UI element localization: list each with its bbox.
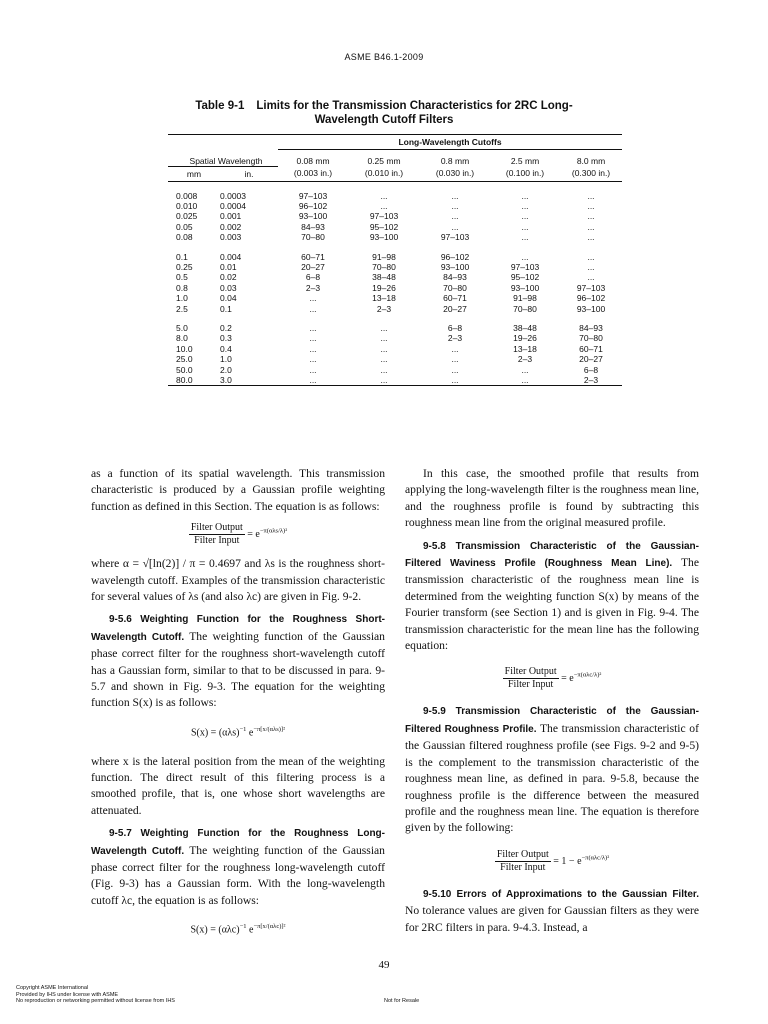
cell-mm: 0.25 [176, 261, 193, 272]
cell-limit: 70–80 [513, 303, 537, 314]
cell-limit: ... [587, 221, 595, 232]
cell-limit: ... [587, 200, 595, 211]
table-group-spacer [168, 314, 622, 323]
cell-limit: 91–98 [372, 251, 396, 262]
cell-limit: 97–103 [440, 232, 470, 243]
cell-limit: 96–102 [298, 200, 328, 211]
cell-limit: 97–103 [298, 190, 328, 201]
table-row [168, 304, 622, 314]
cell-limit: ... [380, 354, 388, 365]
cell-limit: 2–3 [447, 333, 463, 344]
cell-mm: 0.008 [176, 190, 198, 201]
equation-exponent: −π[x/(αλc)]² [253, 923, 286, 931]
cell-limit: ... [490, 375, 560, 386]
paragraph: The transmission characteristic of the roughness mean line is determined from the weighting function S(x) by means of the Fourier transform (see Section 1) and is given in Fig. 9-4. The transmission characteristic for the mean line has the following equation: [405, 556, 699, 653]
cell-limit: ... [309, 322, 317, 333]
cell-limit: ... [587, 190, 595, 201]
cell-limit: ... [451, 200, 459, 211]
limits-table [168, 134, 622, 386]
cell-limit: ... [380, 333, 388, 344]
table-group-spacer [168, 181, 622, 191]
cell-limit: ... [451, 364, 459, 375]
right-column [405, 466, 699, 936]
cutoff-mm-header: 0.25 mm [367, 156, 401, 166]
cell-limit: ... [521, 221, 529, 232]
cutoff-mm-header: 0.08 mm [296, 156, 330, 166]
cell-mm: 1.0 [176, 293, 188, 304]
unit-in-header: in. [220, 166, 278, 181]
cell-limit: ... [380, 190, 388, 201]
equation-rhs: = e [247, 529, 260, 541]
table-row [168, 191, 622, 201]
cell-limit: ... [521, 251, 529, 262]
table-title-line1: Limits for the Transmission Characteristics for 2RC Long- [256, 100, 573, 112]
cell-limit: 20–27 [301, 261, 325, 272]
cell-limit: 93–100 [440, 261, 470, 272]
cell-limit: ... [587, 232, 595, 243]
fraction-denominator: Filter Input [194, 535, 240, 547]
cutoff-in-header: (0.300 in.) [560, 166, 622, 181]
cell-limit: 19–26 [372, 282, 396, 293]
cell-limit: ... [521, 211, 529, 222]
paragraph: where α = √[ln(2)] / π = 0.4697 and λs is the roughness short-wavelength cutoff. Examples of the transmission characteristic for several values of λs (and also λc) are given in Fig. 9-2. [91, 557, 385, 604]
not-for-resale: Not for Resale [384, 998, 420, 1004]
cell-limit: 20–27 [579, 354, 603, 365]
cell-in: 0.03 [220, 282, 237, 293]
cell-limit: ... [309, 303, 317, 314]
cell-limit: ... [451, 211, 459, 222]
equation-power: −1 [239, 725, 247, 733]
long-wavelength-cutoffs-header: Long-Wavelength Cutoffs [278, 135, 622, 150]
equation-lhs: S(x) = (αλc) [190, 924, 240, 936]
cell-mm: 80.0 [168, 375, 220, 386]
cell-in: 0.04 [220, 293, 237, 304]
cell-mm: 25.0 [176, 354, 193, 365]
cell-limit: 70–80 [301, 232, 325, 243]
table-group-spacer [168, 243, 622, 252]
cell-limit: 95–102 [510, 272, 540, 283]
cell-limit: 84–93 [579, 322, 603, 333]
table-row [168, 344, 622, 354]
cell-limit: ... [380, 364, 388, 375]
copyright-line: Copyright ASME International [16, 985, 89, 991]
cell-limit: ... [451, 343, 459, 354]
table-row [168, 262, 622, 272]
cell-limit: 84–93 [301, 221, 325, 232]
table-row [168, 293, 622, 303]
spacer-cell [168, 181, 622, 191]
cell-mm: 0.08 [176, 232, 193, 243]
spacer-cell [168, 243, 622, 252]
cell-limit: 6–8 [583, 364, 599, 375]
running-header: ASME B46.1-2009 [344, 52, 424, 62]
fraction-numerator: Filter Output [496, 848, 549, 860]
cell-limit: ... [309, 364, 317, 375]
table-row [168, 272, 622, 282]
section-heading-9-5-8: 9-5.8 Transmission Characteristic of the Gaussian-Filtered Waviness Profile (Roughness Mean Line). [405, 540, 699, 570]
table-body [168, 181, 622, 386]
cell-mm: 0.8 [176, 282, 188, 293]
cell-limit: ... [521, 232, 529, 243]
cell-limit: 96–102 [576, 293, 606, 304]
cell-mm: 5.0 [176, 322, 188, 333]
equation [91, 919, 385, 939]
cell-limit: 70–80 [372, 261, 396, 272]
equation [91, 722, 385, 742]
cell-limit: ... [587, 272, 595, 283]
equation-lhs: S(x) = (αλs) [190, 727, 240, 739]
unit-mm-header: mm [168, 166, 220, 181]
cell-limit: 91–98 [513, 293, 537, 304]
cell-limit: ... [587, 251, 595, 262]
paragraph: The transmission characteristic of the Gaussian filtered roughness profile (see Figs. 9-2 and 9-5) is the complement to the transmission characteristic of the roughness mean line, as defined in para. 9-5.8, because the roughness profile is the difference between the measured profile and the roughness mean line. The equation is therefore given by the following: [405, 721, 699, 835]
cell-limit: ... [309, 293, 317, 304]
cutoff-in-header: (0.100 in.) [490, 166, 560, 181]
cell-limit: 6–8 [305, 272, 321, 283]
cell-limit: 13–18 [513, 343, 537, 354]
cell-mm: 50.0 [176, 364, 193, 375]
cell-in: 0.0003 [220, 190, 246, 201]
cell-limit: 93–100 [510, 282, 540, 293]
cell-in: 0.2 [220, 322, 232, 333]
equation-exponent: −π(αλc/λ)² [573, 671, 602, 679]
cell-limit: 95–102 [369, 221, 399, 232]
fraction-numerator: Filter Output [190, 522, 243, 534]
cell-in: 0.02 [220, 272, 237, 283]
section-heading-9-5-10: 9-5.10 Errors of Approximations to the Gaussian Filter. [423, 888, 699, 900]
table-row [168, 365, 622, 375]
cell-limit: 2–3 [305, 282, 321, 293]
cell-in: 0.003 [220, 232, 242, 243]
equation [405, 849, 699, 874]
cell-limit: ... [348, 375, 420, 386]
cell-limit: 2–3 [517, 354, 533, 365]
paragraph: The weighting function of the Gaussian phase correct filter for the roughness long-wavelength cutoff (Fig. 9-3) has a Gaussian form. With the long-wavelength cutoff λc, the equation is as follows: [91, 843, 385, 907]
copyright-notice [16, 985, 175, 1005]
cell-in: 2.0 [220, 364, 232, 375]
cell-limit: 38–48 [513, 322, 537, 333]
cell-limit: 97–103 [510, 261, 540, 272]
cell-limit: ... [587, 261, 595, 272]
table-row [168, 333, 622, 343]
copyright-line: Provided by IHS under license with ASME [16, 991, 119, 998]
table-title-line2: Wavelength Cutoff Filters [314, 114, 454, 126]
cell-limit: 93–100 [576, 303, 606, 314]
cell-limit: ... [420, 375, 490, 386]
section-heading-9-5-6: 9-5.6 Weighting Function for the Roughness Short-Wavelength Cutoff. [91, 614, 385, 643]
spatial-wavelength-header: Spatial Wavelength [189, 155, 263, 166]
cell-limit: 97–103 [369, 211, 399, 222]
cell-limit: 60–71 [301, 251, 325, 262]
cell-limit: 97–103 [576, 282, 606, 293]
table-row [168, 375, 622, 386]
equation-exponent: −π(αλc/λ)² [581, 854, 610, 862]
fraction-denominator: Filter Input [500, 861, 546, 873]
cell-limit: ... [451, 190, 459, 201]
cell-limit: 38–48 [372, 272, 396, 283]
cell-limit: 13–18 [372, 293, 396, 304]
spacer-cell [168, 314, 622, 323]
cutoff-mm-header: 2.5 mm [510, 156, 540, 166]
fraction-numerator: Filter Output [504, 666, 557, 678]
cell-limit: ... [521, 364, 529, 375]
cell-mm: 2.5 [176, 303, 188, 314]
equation-exponent: −π[x/(αλs)]² [253, 725, 286, 733]
cell-limit: 96–102 [440, 251, 470, 262]
cell-limit: 60–71 [443, 293, 467, 304]
section-heading-9-5-7: 9-5.7 Weighting Function for the Roughness Long-Wavelength Cutoff. [91, 828, 385, 857]
paragraph: where x is the lateral position from the mean of the weighting function. The direct result of this filtering process is a smoothed profile, that is, one whose short wavelengths are attenuated. [91, 754, 385, 817]
cell-mm: 0.025 [176, 211, 198, 222]
cell-mm: 0.5 [176, 272, 188, 283]
cell-mm: 10.0 [176, 343, 193, 354]
cutoff-in-header: (0.003 in.) [278, 166, 348, 181]
cutoff-in-header: (0.010 in.) [348, 166, 420, 181]
cell-limit: ... [521, 200, 529, 211]
cell-in: 0.01 [220, 261, 237, 272]
section-heading-9-5-9: 9-5.9 Transmission Characteristic of the Gaussian-Filtered Roughness Profile. [405, 706, 699, 735]
cell-in: 0.0004 [220, 200, 246, 211]
paragraph: No tolerance values are given for Gaussian filters as they were for 2RC filters in para. 9-4.3. Instead, a [405, 904, 699, 934]
cell-limit: ... [380, 200, 388, 211]
cell-limit: ... [309, 333, 317, 344]
cell-mm: 0.1 [176, 251, 188, 262]
cell-limit: ... [278, 375, 348, 386]
cutoff-mm-header: 8.0 mm [576, 156, 606, 166]
cell-limit: ... [587, 211, 595, 222]
copyright-line: No reproduction or networking permitted without license from IHS [16, 998, 175, 1004]
equation [91, 522, 385, 547]
cell-mm: 0.010 [176, 200, 198, 211]
table-row [168, 283, 622, 293]
equation-rhs: = e [561, 673, 574, 685]
table-row [168, 222, 622, 232]
cell-in: 3.0 [220, 375, 278, 386]
cell-limit: ... [309, 343, 317, 354]
table-title [150, 99, 618, 127]
paragraph: In this case, the smoothed profile that results from applying the long-wavelength filter is the roughness mean line, and the roughness profile is found by subtracting this roughness mean line from the original measured profile. [405, 467, 699, 530]
cell-limit: ... [451, 354, 459, 365]
cell-mm: 8.0 [176, 333, 188, 344]
cell-limit: ... [380, 322, 388, 333]
equation-rhs: = 1 − e [553, 855, 582, 867]
cell-in: 0.3 [220, 333, 232, 344]
equation-exponent: −π(αλs/λ)² [259, 527, 288, 535]
cell-limit: ... [521, 190, 529, 201]
cell-limit: ... [380, 343, 388, 354]
paragraph: The weighting function of the Gaussian phase correct filter for the roughness short-wavelength cutoff has a Gaussian form, similar to that to be discussed in para. 9-5.7 and shown in Fig. 9-3. The equation for the weighting function S(x) is as follows: [91, 629, 385, 710]
table-row [168, 252, 622, 262]
fraction-denominator: Filter Input [508, 679, 554, 691]
cell-limit: ... [451, 221, 459, 232]
cell-limit: 84–93 [443, 272, 467, 283]
cell-limit: 70–80 [579, 333, 603, 344]
cell-limit: 93–100 [298, 211, 328, 222]
page-number: 49 [378, 959, 390, 971]
paragraph: as a function of its spatial wavelength. This transmission characteristic is produced by a Gaussian profile weighting function as defined in this Section. The equation is as follows: [91, 467, 385, 513]
table-row [168, 232, 622, 242]
table-row [168, 354, 622, 364]
cell-limit: ... [309, 354, 317, 365]
cell-in: 0.004 [220, 251, 242, 262]
cell-limit: 2–3 [560, 375, 622, 386]
left-column [91, 466, 385, 939]
cell-limit: 60–71 [579, 343, 603, 354]
table-row [168, 211, 622, 221]
cell-limit: 20–27 [443, 303, 467, 314]
equation-e: e [246, 924, 254, 936]
table-row [168, 201, 622, 211]
cell-limit: 2–3 [376, 303, 392, 314]
cell-in: 0.001 [220, 211, 242, 222]
equation [405, 666, 699, 691]
cell-in: 1.0 [220, 354, 232, 365]
cell-limit: 6–8 [447, 322, 463, 333]
equation-power: −1 [239, 923, 247, 931]
cell-limit: 93–100 [369, 232, 399, 243]
table-number: Table 9-1 [195, 100, 245, 112]
cell-in: 0.4 [220, 343, 232, 354]
table-row [168, 323, 622, 333]
cutoff-mm-header: 0.8 mm [440, 156, 470, 166]
cell-in: 0.002 [220, 221, 242, 232]
cell-limit: 19–26 [513, 333, 537, 344]
equation-e: e [246, 727, 254, 739]
cell-mm: 0.05 [176, 221, 193, 232]
cutoff-in-header: (0.030 in.) [420, 166, 490, 181]
cell-limit: 70–80 [443, 282, 467, 293]
cell-in: 0.1 [220, 303, 232, 314]
